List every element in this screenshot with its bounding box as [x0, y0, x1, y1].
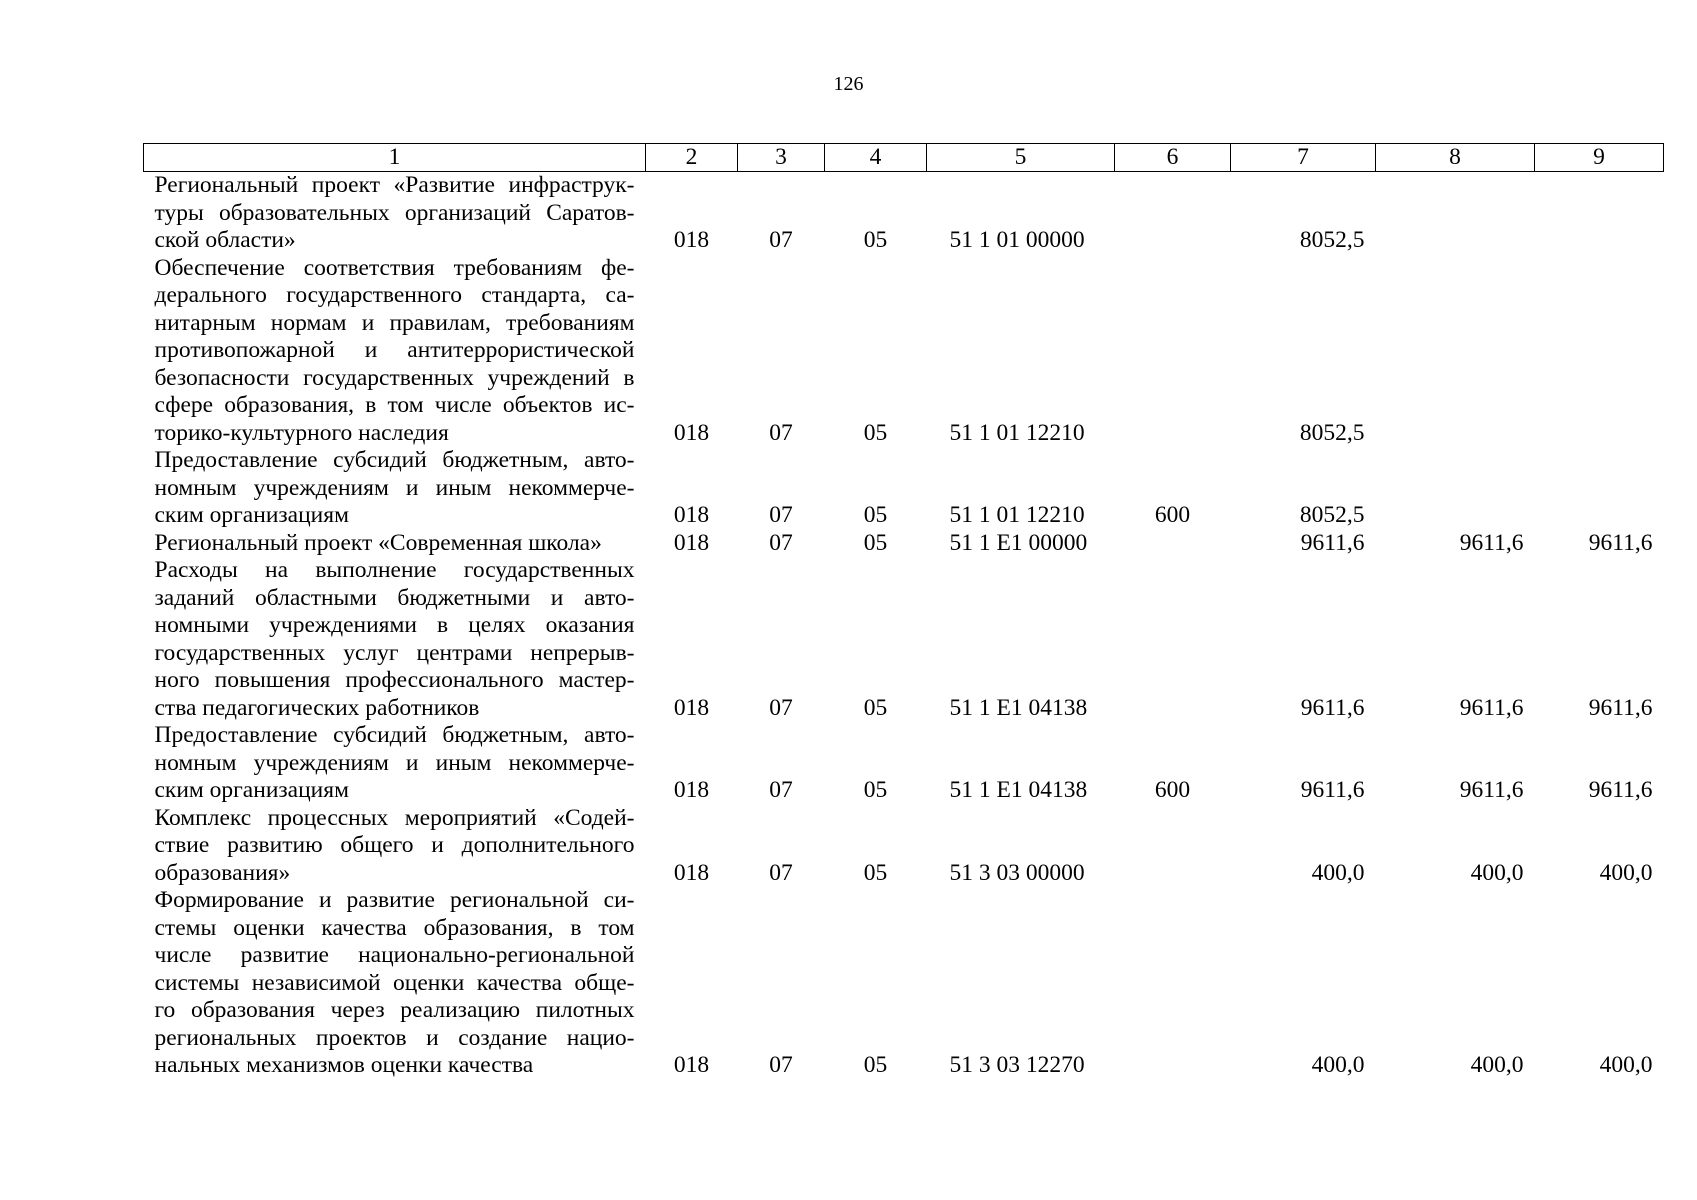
header-cell-3: 3 — [738, 144, 825, 172]
description-line: нитарным нормам и правилам, требованиям — [154, 309, 635, 336]
header-cell-2: 2 — [646, 144, 738, 172]
expense-type-code — [1115, 255, 1231, 448]
description-line: Формирование и развитие региональной си- — [154, 887, 635, 913]
description-line: сфере образования, в том числе объектов ис- — [154, 392, 635, 418]
description-line: Предоставление субсидий бюджетным, авто- — [154, 722, 635, 748]
amount-col-8: 9611,6 — [1459, 777, 1524, 803]
section-code: 07 — [769, 1052, 793, 1078]
chapter-code: 018 — [673, 227, 710, 253]
header-cell-5: 5 — [927, 144, 1115, 172]
header-cell-6: 6 — [1115, 144, 1231, 172]
description-line: го образования через реализацию пилотных — [154, 997, 635, 1023]
target-article-code: 51 1 E1 00000 — [949, 529, 1088, 556]
amount-col-9: 9611,6 — [1588, 777, 1653, 803]
subsection-code: 05 — [863, 859, 888, 886]
amount-col-9: 9611,6 — [1588, 694, 1653, 721]
header-cell-4: 4 — [825, 144, 927, 172]
chapter-code: 018 — [673, 1052, 710, 1078]
section-code: 07 — [769, 227, 793, 253]
amount-col-8 — [1376, 447, 1535, 530]
target-article-code: 51 1 E1 04138 — [949, 777, 1088, 803]
amount-col-8: 9611,6 — [1459, 529, 1524, 556]
subsection-code: 05 — [863, 1052, 888, 1078]
target-article-code: 51 1 E1 04138 — [949, 694, 1088, 721]
table-row — [144, 255, 1664, 448]
description-line: нальных механизмов оценки качества — [154, 1052, 534, 1078]
amount-col-9: 9611,6 — [1588, 529, 1653, 556]
section-code: 07 — [769, 529, 793, 556]
row-description — [144, 722, 646, 805]
amount-col-7: 8052,5 — [1299, 227, 1365, 253]
header-cell-9: 9 — [1535, 144, 1664, 172]
description-line: заданий областными бюджетными и авто- — [154, 584, 635, 611]
description-line: ской области» — [154, 227, 296, 253]
row-description — [144, 887, 646, 1080]
amount-col-9: 400,0 — [1599, 859, 1653, 886]
amount-col-9 — [1535, 255, 1664, 448]
subsection-code: 05 — [863, 227, 888, 253]
section-code: 07 — [769, 502, 793, 528]
chapter-code: 018 — [673, 502, 710, 528]
description-line: номным учреждениям и иным некоммерче- — [154, 749, 635, 776]
row-description — [144, 557, 646, 722]
table-row — [144, 887, 1664, 1080]
target-article-code: 51 3 03 12270 — [949, 1052, 1085, 1078]
description-line: ства педагогических работников — [154, 694, 480, 721]
description-line: образования» — [154, 859, 291, 886]
amount-col-7: 400,0 — [1311, 859, 1365, 886]
table-row — [144, 172, 1664, 255]
description-line: дерального государственного стандарта, са- — [154, 282, 635, 308]
section-code: 07 — [769, 694, 793, 721]
description-line: безопасности государственных учреждений в — [154, 364, 635, 391]
expense-type-code — [1115, 557, 1231, 722]
table-row — [144, 447, 1664, 530]
expense-type-code — [1115, 530, 1231, 558]
table-row — [144, 557, 1664, 722]
description-line: Предоставление субсидий бюджетным, авто- — [154, 447, 635, 473]
amount-col-7: 9611,6 — [1300, 777, 1365, 803]
expense-type-code: 600 — [1154, 777, 1191, 803]
amount-col-8: 400,0 — [1470, 1052, 1524, 1078]
amount-col-8 — [1376, 255, 1535, 448]
table-row — [144, 805, 1664, 888]
subsection-code: 05 — [863, 419, 888, 446]
row-description — [144, 530, 646, 558]
target-article-code: 51 1 01 12210 — [949, 502, 1085, 528]
description-line: ским организациям — [154, 777, 349, 803]
header-row — [144, 144, 1664, 172]
subsection-code: 05 — [863, 502, 888, 528]
description-line: системы независимой оценки качества обще- — [154, 969, 635, 996]
amount-col-9 — [1535, 447, 1664, 530]
description-line: стемы оценки качества образования, в том — [154, 914, 635, 941]
chapter-code: 018 — [673, 859, 710, 886]
description-line: ствие развитию общего и дополнительного — [154, 832, 635, 858]
description-line: Расходы на выполнение государственных — [154, 557, 635, 583]
amount-col-7: 9611,6 — [1300, 694, 1365, 721]
row-description — [144, 255, 646, 448]
subsection-code: 05 — [863, 777, 888, 803]
header-cell-8: 8 — [1376, 144, 1535, 172]
amount-col-7: 8052,5 — [1299, 502, 1365, 528]
subsection-code: 05 — [863, 529, 888, 556]
amount-col-8: 9611,6 — [1459, 694, 1524, 721]
amount-col-7: 9611,6 — [1300, 529, 1365, 556]
description-line: ного повышения профессионального мастер- — [154, 667, 635, 693]
target-article-code: 51 1 01 00000 — [949, 227, 1085, 253]
page-number: 126 — [833, 73, 864, 95]
amount-col-9: 400,0 — [1599, 1052, 1653, 1078]
target-article-code: 51 3 03 00000 — [949, 859, 1085, 886]
expense-type-code: 600 — [1154, 502, 1191, 528]
description-line: числе развитие национально-региональной — [154, 942, 635, 968]
header-cell-7: 7 — [1231, 144, 1376, 172]
expense-type-code — [1115, 805, 1231, 888]
description-line: туры образовательных организаций Саратов- — [154, 199, 635, 226]
chapter-code: 018 — [673, 529, 710, 556]
description-line: противопожарной и антитеррористической — [154, 337, 635, 363]
row-description — [144, 172, 646, 255]
description-line: номными учреждениями в целях оказания — [154, 612, 635, 638]
description-line: торико-культурного наследия — [154, 419, 449, 446]
amount-col-9 — [1535, 172, 1664, 255]
section-code: 07 — [769, 777, 793, 803]
table-row — [144, 530, 1664, 558]
expense-type-code — [1115, 172, 1231, 255]
header-cell-1: 1 — [144, 144, 646, 172]
chapter-code: 018 — [673, 777, 710, 803]
description-line: государственных услуг центрами непрерыв- — [154, 639, 635, 666]
section-code: 07 — [769, 419, 793, 446]
row-description — [144, 805, 646, 888]
description-line: номным учреждениям и иным некоммерче- — [154, 474, 635, 501]
description-line: Региональный проект «Развитие инфраструк- — [154, 172, 635, 198]
amount-col-8 — [1376, 172, 1535, 255]
chapter-code: 018 — [673, 419, 710, 446]
chapter-code: 018 — [673, 694, 710, 721]
budget-table — [143, 143, 1664, 1080]
description-line: ским организациям — [154, 502, 349, 528]
amount-col-8: 400,0 — [1470, 859, 1524, 886]
description-line: Региональный проект «Современная школа» — [154, 529, 602, 556]
amount-col-7: 400,0 — [1311, 1052, 1365, 1078]
subsection-code: 05 — [863, 694, 888, 721]
expense-type-code — [1115, 887, 1231, 1080]
table-body — [144, 172, 1664, 1080]
description-line: Комплекс процессных мероприятий «Содей- — [154, 804, 635, 831]
row-description — [144, 447, 646, 530]
section-code: 07 — [769, 859, 793, 886]
target-article-code: 51 1 01 12210 — [949, 419, 1085, 446]
description-line: Обеспечение соответствия требованиям фе- — [154, 254, 635, 281]
amount-col-7: 8052,5 — [1299, 419, 1365, 446]
description-line: региональных проектов и создание нацио- — [154, 1024, 635, 1051]
table-row — [144, 722, 1664, 805]
